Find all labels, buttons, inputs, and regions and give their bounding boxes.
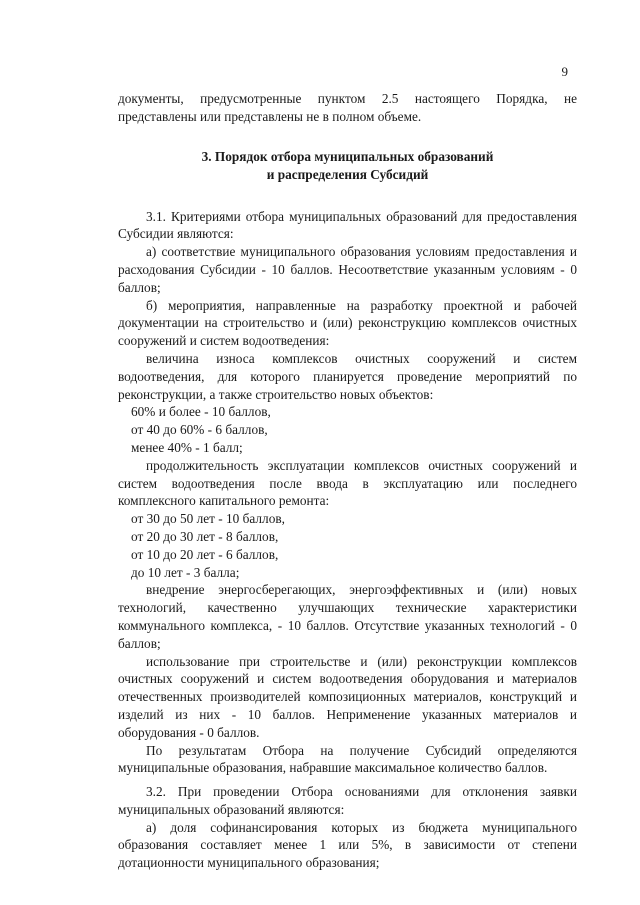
- section-heading-line-2: и распределения Субсидий: [266, 166, 429, 182]
- section-heading: [118, 148, 577, 184]
- operation-duration-criterion: продолжительность эксплуатации комплексов очистных сооружений и систем водоотведения после ввода в эксплуатацию или последнего комплексного капитального ремонта:: [118, 457, 577, 509]
- intro-paragraph: документы, предусмотренные пунктом 2.5 настоящего Порядка, не представлены или представлены не в полном объеме.: [118, 91, 577, 124]
- section-heading-line-1: 3. Порядок отбора муниципальных образований: [201, 148, 494, 164]
- paragraph-3-1: 3.1. Критериями отбора муниципальных образований для предоставления Субсидии являются:: [118, 208, 577, 242]
- wear-criterion: величина износа комплексов очистных сооружений и систем водоотведения, для которого планируется проведение мероприятий по реконструкции, а также строительство новых объектов:: [118, 350, 577, 402]
- duration-score-item: до 10 лет - 3 балла;: [131, 564, 240, 580]
- selection-result-paragraph: По результатам Отбора на получение Субсидий определяются муниципальные образования, набравшие максимальное количество баллов.: [118, 742, 577, 776]
- wear-score-item: 60% и более - 10 баллов,: [131, 404, 271, 420]
- duration-score-item: от 10 до 20 лет - 6 баллов,: [131, 546, 279, 562]
- document-body: [118, 90, 577, 872]
- duration-score-item: от 30 до 50 лет - 10 баллов,: [131, 511, 285, 527]
- domestic-materials-criterion: использование при строительстве и (или) реконструкции комплексов очистных сооружений и систем водоотведения оборудования и материалов отечественных производителей композиционных материалов, конструкций и изделий из них - 10 баллов. Неприменение указанных материалов и оборудования - 0 баллов.: [118, 653, 577, 740]
- duration-score-item: от 20 до 30 лет - 8 баллов,: [131, 528, 279, 544]
- paragraph-3-2: 3.2. При проведении Отбора основаниями для отклонения заявки муниципальных образований являются:: [118, 784, 577, 817]
- technology-criterion: внедрение энергосберегающих, энергоэффективных и (или) новых технологий, качественно улучшающих технические характеристики коммунального комплекса, - 10 баллов. Отсутствие указанных технологий - 0 баллов;: [118, 582, 577, 651]
- rejection-reason-a: а) доля софинансирования которых из бюджета муниципального образования составляет менее 1 или 5%, в зависимости от степени дотационности муниципального образования;: [118, 819, 577, 871]
- criterion-a: а) соответствие муниципального образования условиям предоставления и расходования Субсидии - 10 баллов. Несоответствие указанным условиям - 0 баллов;: [118, 244, 577, 295]
- wear-score-item: менее 40% - 1 балл;: [131, 439, 243, 455]
- wear-score-item: от 40 до 60% - 6 баллов,: [131, 422, 268, 438]
- page-number: 9: [561, 64, 568, 79]
- criterion-b: б) мероприятия, направленные на разработку проектной и рабочей документации на строительство и (или) реконструкцию комплексов очистных сооружений и систем водоотведения:: [118, 297, 577, 349]
